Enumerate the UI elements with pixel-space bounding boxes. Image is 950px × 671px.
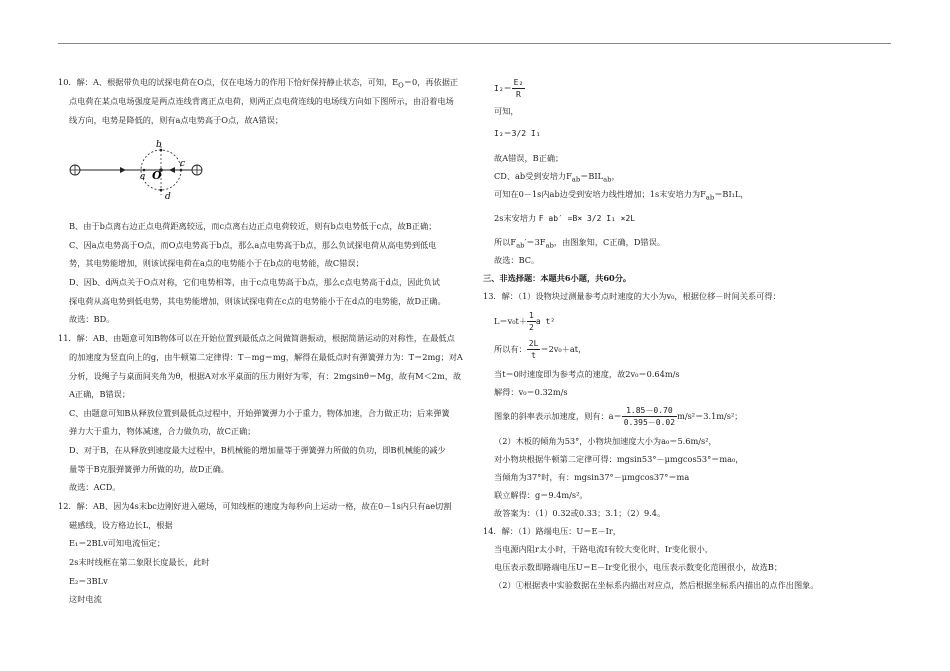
q13-line-v0: 解得：v₀＝0.32m/s [494, 387, 568, 397]
q11-line-3: 分析，设绳子与桌面间夹角为θ，根据A对水平桌面的压力刚好为零，有：2mgsinθ＝Mg，故有M＜2m，故 [69, 371, 462, 381]
r-line-cd: CD、ab受到安培力$F_{ab}=BIL_{ab}$， [494, 171, 620, 184]
q11-line-1: 11．解：AB、由题意可知B物体可以在开始位置到最低点之间做简谐振动，根据简谐运动的对称性，在最低点 [58, 333, 455, 343]
q10-line-6: 势，其电势能增加，则该试探电荷在a点的电势能小于在b点的电势能，故C错误； [69, 258, 364, 268]
r-answer-12: 故选：BC。 [494, 255, 540, 265]
q10-line-3: 线方向，电势是降低的，则有a点电势高于O点，故A错误； [69, 115, 284, 125]
field-diagram [64, 135, 214, 207]
q10-line-7: D、因b、d两点关于O点对称，它们电势相等，由于c点电势高于b点，那么c点电势高于d点，因此负试 [69, 277, 440, 287]
label-o: O [152, 169, 162, 182]
r-line-kezhi: 可知， [494, 106, 519, 116]
q12-line-2: 磁感线，设方格边长L，根据 [69, 520, 173, 530]
arrow-right-icon [169, 167, 175, 173]
point-c [180, 169, 183, 172]
left-positive-charge [70, 165, 80, 175]
section-3-heading: 三、非选择题：本题共6小题，共60分。 [483, 273, 632, 283]
label-a: a [140, 172, 146, 182]
q10-line-4: B、由于b点离右边正点电荷距离较远，而c点离右边正点电荷较近，则有b点电势低于c点，故B正确； [69, 221, 437, 231]
q13-answer: 故答案为：（1）0.32或0.33；3.1；（2）9.4。 [494, 508, 666, 518]
q13-line-t0: 当t＝0时速度即为参考点的速度，故2v₀＝0.64m/s [494, 369, 680, 379]
q12-line-4: 2s末时线框在第二象限长度最长，此时 [69, 557, 210, 567]
r-line-a-wrong: 故A错误，B正确； [494, 153, 564, 163]
q12-line-5: E₂＝3BLv [69, 576, 108, 586]
formula-i2-ratio: I₂＝3/2 I₁ [494, 129, 541, 138]
q13-formula-slope: 图象的斜率表示加速度，则有：a＝ $\frac{1.85-0.70}{0.395-0.02}$ m/s²＝3.1m/s²； [494, 406, 743, 427]
header-rule [58, 43, 891, 44]
q13-line-newton: 对小物块根据牛顿第二定律可得：mgsin53°－μmgcos53°＝ma₀， [494, 454, 744, 464]
q10-line-2: 点电荷在某点电场强度是两点连线背离正点电荷，则两正点电荷连线的电场线方向如下图所示，由沿着电场 [69, 96, 454, 106]
q13-line-a0: （2）木板的倾角为53°，小物块加速度大小为a₀＝5.6m/s²， [494, 436, 717, 446]
q11-line-4: A正确，B错误； [69, 389, 131, 399]
r-line-fab: 所以$F_{ab}'=3F_{ab}$，由图象知，C正确，D错误。 [494, 237, 665, 250]
r-line-2s: 2s末安培力 F ab′ =B× 3/2 I₁ ×2L [494, 213, 636, 223]
q11-line-7: D、对于B，在从释放到速度最大过程中，B机械能的增加量等于弹簧弹力所做的负功，即B机械能的减少 [69, 445, 446, 455]
point-d [160, 189, 163, 192]
right-positive-charge [192, 165, 202, 175]
label-c: c [180, 159, 186, 169]
q13-line-g: 联立解得：g＝9.4m/s²。 [494, 490, 588, 500]
label-d: d [165, 192, 171, 202]
q12-line-3: E₁＝2BLv可知电流恒定； [69, 538, 166, 548]
formula-i2: I₂＝ $\frac{\text{E₂}}{R}$ [494, 78, 524, 99]
q11-answer: 故选：ACD。 [69, 482, 121, 492]
q11-line-5: C、由题意可知B从释放位置到最低点过程中，开始弹簧弹力小于重力，物体加速，合力做正功；后来弹簧 [69, 408, 450, 418]
arrow-left-icon [120, 167, 126, 173]
q14-line-4: （2）①根据表中实验数据在坐标系内描出对应点，然后根据坐标系内描出的点作出图象。 [494, 580, 819, 590]
q10-line-5: C、因a点电势高于O点，而O点电势高于b点，那么a点电势高于b点，那么负试探电荷从高电势到低电 [69, 240, 437, 250]
q13-formula-2L: 所以有： $\frac{2L}{t}$ ＝2v₀＋at， [494, 339, 587, 360]
q10-answer: 故选：BD。 [69, 314, 115, 324]
q14-line-2: 当电源内阻r太小时，干路电流I有较大变化时，Ir变化很小， [494, 544, 713, 554]
label-b: b [156, 140, 162, 150]
q10-line-1: 10．解：A、根据带负电的试探电荷在O点，仅在电场力的作用下恰好保持静止状态，可知，$E_O=0$，再依据正 [58, 77, 459, 90]
q11-line-2: 的加速度为竖直向上的g，由牛顿第二定律得：T－mg＝mg，解得在最低点时有弹簧弹力为：T＝2mg；对A [69, 352, 463, 362]
point-a [143, 169, 146, 172]
r-line-linear: 可知在0－1s内ab边受到安培力线性增加；1s末安培力为$F_{ab}=BI_1L$， [494, 189, 749, 202]
q12-line-1: 12．解：AB、因为4s末bc边刚好进入磁场，可知线框的速度为每秒向上运动一格，故在0－1s内只有ae切割 [58, 501, 452, 511]
q14-line-1: 14．解：（1）路端电压：U＝E－Ir， [483, 526, 621, 536]
q10-line-8: 探电荷从高电势到低电势，其电势能增加，则该试探电荷在c点的电势能小于在d点的电势能，故D正确。 [69, 296, 446, 306]
q11-line-6: 弹力大于重力，物体减速，合力做负功，故C正确； [69, 426, 256, 436]
q11-line-8: 量等于B克服弹簧弹力所做的功，故D正确。 [69, 464, 229, 474]
q13-line-1: 13．解：（1）设物块过测量参考点时速度的大小为v₀，根据位移－时间关系可得： [483, 291, 781, 301]
q12-line-6: 这时电流 [69, 594, 102, 604]
q13-line-37: 当倾角为37°时，有：mgsin37°－μmgcos37°＝ma [494, 472, 690, 482]
q14-line-3: 电压表示数即路端电压U＝E－Ir变化很小，电压表示数变化范围很小，故选B； [494, 562, 783, 572]
q13-formula-L: L＝v₀t＋ $\frac{1}{2}$ a t² [494, 311, 556, 332]
